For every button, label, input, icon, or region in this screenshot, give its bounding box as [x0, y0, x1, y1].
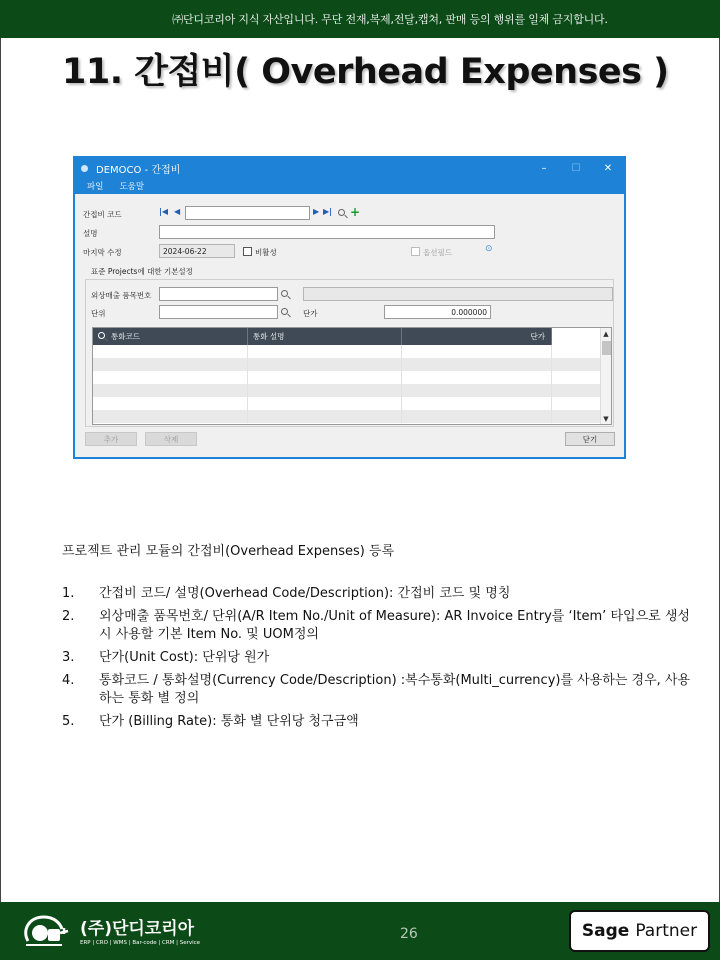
slide-title: 11. 간접비( Overhead Expenses ) — [62, 52, 669, 92]
list-number: 5. — [62, 714, 75, 729]
list-item — [62, 713, 692, 731]
optional-fields-icon[interactable]: ⊙ — [485, 244, 493, 254]
grid-search-icon[interactable] — [98, 332, 105, 341]
window-controls — [528, 158, 624, 178]
previous-record-icon[interactable]: ◀ — [174, 207, 181, 216]
finder-search-icon[interactable] — [338, 209, 345, 218]
list-number: 1. — [62, 586, 75, 601]
list-item — [62, 672, 692, 708]
unit-price-label: 단가 — [303, 309, 318, 318]
list-text: 단가 (Billing Rate): 통화 별 단위당 청구금액 — [99, 714, 359, 729]
uom-input[interactable] — [159, 305, 278, 319]
company-name: (주)단디코리아 — [80, 919, 195, 939]
list-number: 3. — [62, 650, 75, 665]
list-text: 단가(Unit Cost): 단위당 원가 — [99, 650, 270, 665]
list-item — [62, 608, 692, 644]
table-row[interactable] — [93, 384, 611, 397]
code-label: 간접비 코드 — [83, 210, 122, 219]
menu-file[interactable]: 파일 — [87, 182, 104, 192]
table-row[interactable] — [93, 397, 611, 410]
close-window-button[interactable]: ✕ — [603, 162, 613, 174]
list-item — [62, 585, 692, 603]
last-modified-label: 마지막 수정 — [83, 248, 122, 257]
unit-price-input[interactable]: 0.000000 — [384, 305, 491, 319]
page-number: 26 — [400, 926, 418, 942]
grid-header-unit-price[interactable]: 단가 — [402, 328, 552, 345]
partner-label: Partner — [635, 921, 698, 941]
last-modified-field: 2024-06-22 — [159, 244, 235, 258]
scroll-up-icon[interactable]: ▲ — [603, 329, 609, 338]
scroll-thumb[interactable] — [602, 341, 611, 355]
inactive-label: 비활성 — [255, 248, 277, 257]
uom-finder-icon[interactable] — [281, 308, 288, 317]
code-input[interactable] — [185, 206, 310, 220]
sage-brand: Sage — [581, 921, 630, 941]
close-button[interactable]: 닫기 — [565, 432, 615, 446]
window-title: DEMOCO - 간접비 — [96, 164, 181, 176]
ar-item-input[interactable] — [159, 287, 278, 301]
list-number: 4. — [62, 673, 75, 688]
list-text: 통화코드 / 통화설명(Currency Code/Description) :복수통화(Multi_currency)를 사용하는 경우, 사용하는 통화 별 정의 — [99, 673, 691, 706]
new-record-icon[interactable]: + — [350, 205, 361, 219]
last-record-icon[interactable]: ▶| — [323, 207, 333, 216]
table-row[interactable] — [93, 358, 611, 371]
menu-bar — [75, 178, 624, 194]
optional-fields-checkbox — [411, 247, 420, 256]
grid-scrollbar[interactable] — [600, 328, 611, 424]
next-record-icon[interactable]: ▶ — [313, 207, 320, 216]
description-label: 설명 — [83, 229, 98, 238]
currency-grid — [92, 327, 612, 425]
list-number: 2. — [62, 609, 75, 624]
overhead-window — [73, 156, 626, 459]
grid-header-currency-desc[interactable]: 통화 설명 — [248, 328, 402, 345]
first-record-icon[interactable]: |◀ — [159, 207, 169, 216]
currency-code-header-label: 통화코드 — [111, 332, 140, 341]
maximize-button[interactable]: ☐ — [571, 162, 581, 174]
ar-item-finder-icon[interactable] — [281, 290, 288, 299]
group-title: 표준 Projects에 대한 기본설정 — [91, 267, 193, 276]
description-input[interactable] — [159, 225, 495, 239]
grid-header — [93, 328, 611, 345]
optional-fields-label: 옵션필드 — [423, 248, 452, 257]
footer — [0, 902, 720, 960]
menu-help[interactable]: 도움말 — [119, 182, 145, 192]
window-titlebar[interactable] — [75, 158, 624, 178]
table-row[interactable] — [93, 371, 611, 384]
ar-item-label: 외상매출 품목번호 — [91, 291, 152, 300]
list-text: 간접비 코드/ 설명(Overhead Code/Description): 간접비 코드 및 명칭 — [99, 586, 511, 601]
module-description: 프로젝트 관리 모듈의 간접비(Overhead Expenses) 등록 — [62, 544, 395, 559]
field-explanation-list — [62, 585, 692, 736]
uom-label: 단위 — [91, 309, 106, 318]
copyright-banner: ㈜단디코리아 지식 자산입니다. 무단 전재,복제,전달,캡쳐, 판매 등의 행위를 일체 금지합니다. — [0, 0, 720, 38]
list-text: 외상매출 품목번호/ 단위(A/R Item No./Unit of Measure): AR Invoice Entry를 ‘Item’ 타입으로 생성 시 사용할 기본 Item No. 및 UOM정의 — [99, 609, 690, 642]
table-row[interactable] — [93, 410, 611, 423]
inactive-checkbox[interactable] — [243, 247, 252, 256]
company-logo-icon — [20, 911, 72, 951]
list-item — [62, 649, 692, 667]
app-icon — [81, 165, 88, 172]
scroll-down-icon[interactable]: ▼ — [603, 414, 609, 423]
minimize-button[interactable]: – — [541, 162, 547, 174]
grid-header-currency-code[interactable] — [93, 328, 248, 345]
add-button[interactable]: 추가 — [85, 432, 137, 446]
delete-button[interactable]: 삭제 — [145, 432, 197, 446]
table-row[interactable] — [93, 345, 611, 358]
company-tagline: ERP | CRO | WMS | Bar-code | CRM | Service — [80, 940, 201, 946]
sage-partner-badge — [569, 910, 710, 952]
ar-item-description-field — [303, 287, 613, 301]
